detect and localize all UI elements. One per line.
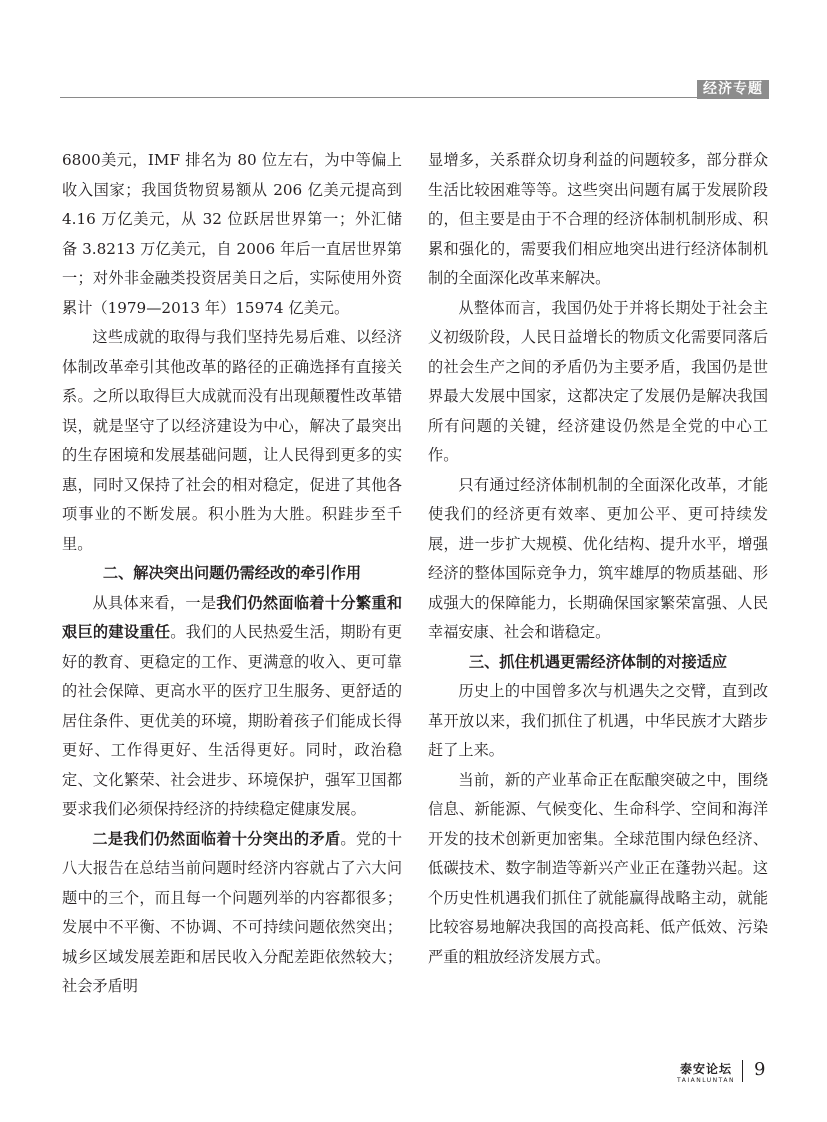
header-rule bbox=[60, 97, 766, 98]
brand-name-cn: 泰安论坛 bbox=[679, 1062, 732, 1076]
left-paragraph-4 bbox=[62, 825, 402, 1002]
left-paragraph-1: 6800美元，IMF 排名为 80 位左右，为中等偏上收入国家；我国货物贸易额从 206 亿美元提高到 4.16 万亿美元，从 32 位跃居世界第一；外汇储备 3.8213 万亿美元，自 2006 年后一直居世界第一；对外非金融类投资居美日之后，实际使用外资累计（1979—2013 年）15974 亿美元。 bbox=[62, 151, 402, 317]
right-paragraph-3: 只有通过经济体制机制的全面深化改革，才能使我们的经济更有效率、更加公平、更可持续发展，进一步扩大规模、优化结构、提升水平，增强经济的整体国际竞争力，筑牢雄厚的物质基础、形成强大的保障能力，长期确保国家繁荣富强、人民幸福安康、社会和谐稳定。 bbox=[428, 475, 768, 641]
right-paragraph-4: 历史上的中国曾多次与机遇失之交臂，直到改革开放以来，我们抓住了机遇，中华民族才大踏步赶了上来。 bbox=[428, 682, 768, 759]
left-paragraph-3 bbox=[62, 589, 402, 825]
right-paragraph-5: 当前，新的产业革命正在酝酿突破之中，围绕信息、新能源、气候变化、生命科学、空间和海洋开发的技术创新更加密集。全球范围内绿色经济、低碳技术、数字制造等新兴产业正在蓬勃兴起。这个历史性机遇我们抓住了就能赢得战略主动，就能比较容易地解决我国的高投高耗、低产低效、污染严重的粗放经济发展方式。 bbox=[428, 770, 768, 966]
section-heading-2: 二、解决突出问题仍需经改的牵引作用 bbox=[102, 564, 362, 582]
left-column bbox=[62, 146, 402, 1002]
footer-separator bbox=[742, 1060, 743, 1082]
right-paragraph-2: 从整体而言，我国仍处于并将长期处于社会主义初级阶段，人民日益增长的物质文化需要同落后的社会生产之间的矛盾仍为主要矛盾，我国仍是世界最大发展中国家，这都决定了发展仍是解决我国所有问题的关键，经济建设仍然是全党的中心工作。 bbox=[428, 298, 768, 464]
brand-name-en: TAIANLUNTAN bbox=[677, 1077, 735, 1084]
right-column bbox=[428, 146, 768, 972]
page-number: 9 bbox=[754, 1059, 766, 1080]
section-tag: 经济专题 bbox=[697, 80, 769, 99]
left-paragraph-2: 这些成就的取得与我们坚持先易后难、以经济体制改革牵引其他改革的路径的正确选择有直接关系。之所以取得巨大成就而没有出现颠覆性改革错误，就是坚守了以经济建设为中心，解决了最突出的生存困境和发展基础问题，让人民得到更多的实惠，同时又保持了社会的相对稳定，促进了其他各项事业的不断发展。积小胜为大胜。积跬步至千里。 bbox=[62, 328, 402, 553]
footer-brand bbox=[676, 1062, 736, 1085]
p3-lead: 从具体来看，一是 bbox=[92, 593, 217, 612]
p4-emphasis: 二是我们仍然面临着十分突出的矛盾 bbox=[92, 829, 341, 848]
p4-rest: 。党的十八大报告在总结当前问题时经济内容就占了六大问题中的三个，而且每一个问题列举的内容都很多；发展中不平衡、不协调、不可持续问题依然突出；城乡区域发展差距和居民收入分配差距依然较大；社会矛盾明 bbox=[62, 829, 403, 995]
p3-emphasis: 我们仍然面临着十分繁重和艰巨的建设重任 bbox=[62, 593, 403, 641]
section-heading-3: 三、抓住机遇更需经济体制的对接适应 bbox=[468, 652, 728, 671]
p3-rest: 。我们的人民热爱生活，期盼有更好的教育、更稳定的工作、更满意的收入、更可靠的社会保障、更高水平的医疗卫生服务、更舒适的居住条件、更优美的环境，期盼着孩子们能成长得更好、工作得更好、生活得更好。同时，政治稳定、文化繁荣、社会进步、环境保护，强军卫国都要求我们必须保持经济的持续稳定健康发展。 bbox=[62, 623, 403, 818]
right-paragraph-1: 显增多，关系群众切身利益的问题较多，部分群众生活比较困难等等。这些突出问题有属于发展阶段的，但主要是由于不合理的经济体制机制形成、积累和强化的，需要我们相应地突出进行经济体制机制的全面深化改革来解决。 bbox=[428, 151, 768, 287]
